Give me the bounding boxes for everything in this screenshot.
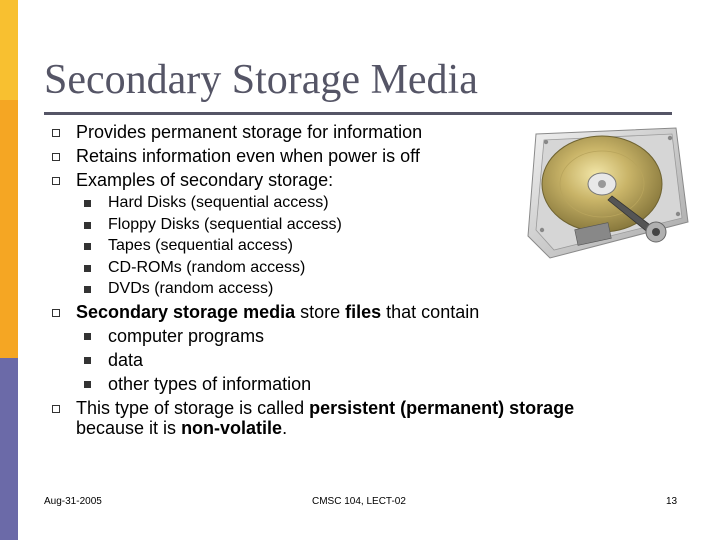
bullet-marker <box>52 129 60 137</box>
media-other-information: other types of information <box>108 374 312 394</box>
slide-title: Secondary Storage Media <box>44 57 478 103</box>
text-that-contain: that contain <box>381 302 480 322</box>
text-store: store <box>295 302 346 322</box>
text-because: because it is <box>76 418 182 438</box>
example-tapes: Tapes (sequential access) <box>108 237 293 254</box>
bullet-persistent-storage <box>76 397 574 419</box>
sub-bullet-marker <box>84 333 91 340</box>
example-hard-disks: Hard Disks (sequential access) <box>108 194 329 211</box>
example-floppy-disks: Floppy Disks (sequential access) <box>108 216 342 233</box>
bullet-persistent-storage-continued <box>76 417 287 439</box>
sub-bullet-marker <box>84 265 91 272</box>
footer-date: Aug-31-2005 <box>44 496 102 507</box>
example-cd-roms: CD-ROMs (random access) <box>108 259 306 276</box>
bullet-retains-information: Retains information even when power is off <box>76 146 420 166</box>
text-this-type: This type of storage is called <box>76 398 310 418</box>
sub-bullet-marker <box>84 357 91 364</box>
text-period: . <box>282 418 288 438</box>
sub-bullet-marker <box>84 200 91 207</box>
bullet-marker <box>52 177 60 185</box>
bullet-permanent-storage: Provides permanent storage for information <box>76 122 423 142</box>
left-accent-stripe-bottom <box>0 358 18 540</box>
bullet-examples: Examples of secondary storage: <box>76 170 334 190</box>
hard-disk-drive-icon <box>526 126 690 260</box>
example-dvds: DVDs (random access) <box>108 280 274 297</box>
emphasis-files: files <box>345 302 382 322</box>
title-underline <box>44 112 672 115</box>
bullet-marker <box>52 309 60 317</box>
sub-bullet-marker <box>84 381 91 388</box>
media-data: data <box>108 350 144 370</box>
bullet-secondary-storage-media <box>76 301 479 323</box>
sub-bullet-marker <box>84 286 91 293</box>
footer-course: CMSC 104, LECT-02 <box>312 496 406 507</box>
sub-bullet-marker <box>84 222 91 229</box>
emphasis-secondary-storage-media: Secondary storage media <box>76 302 296 322</box>
footer-page-number: 13 <box>666 496 678 507</box>
emphasis-non-volatile: non-volatile <box>181 418 283 438</box>
left-accent-stripe-highlight <box>0 0 18 100</box>
media-computer-programs: computer programs <box>108 326 265 346</box>
emphasis-persistent-storage: persistent (permanent) storage <box>309 398 575 418</box>
bullet-marker <box>52 405 60 413</box>
bullet-marker <box>52 153 60 161</box>
sub-bullet-marker <box>84 243 91 250</box>
